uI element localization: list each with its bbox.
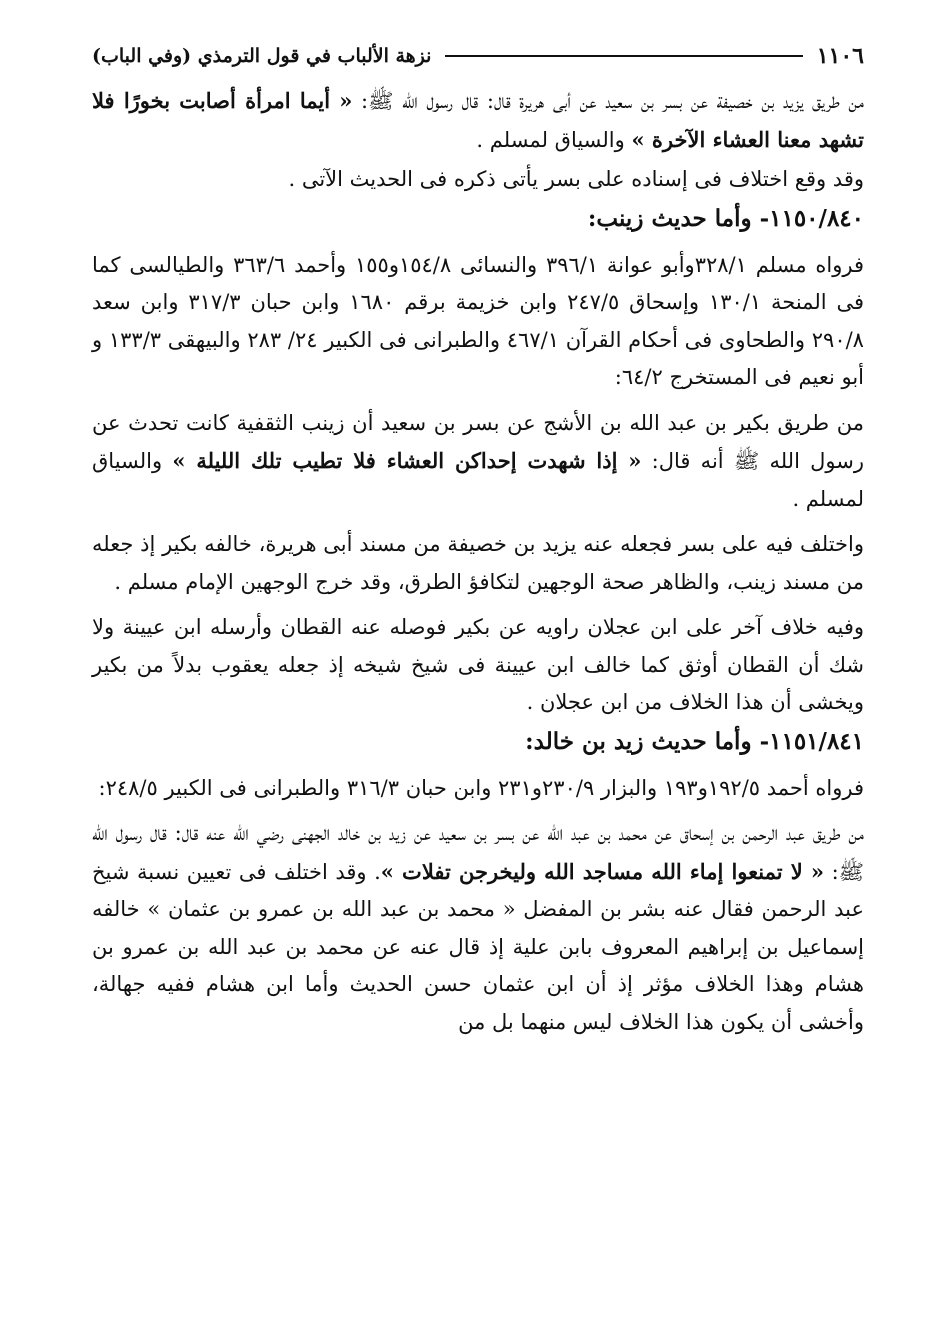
paragraph-4-tail: والسياق لمسلم .	[92, 449, 864, 511]
paragraph-8-tail: . وقد اختلف فى تعيين نسبة شيخ عبد الرحمن فقال عنه بشر بن المفضل « محمد بن عبد الله بن عمرو بن عثمان » خالفه إسماعيل بن إبراهيم المعروف بابن علية إذ قال عنه عن محمد بن عبد الله بن عمرو بن هشام وهذا الخلاف مؤثر إذ أن ابن عثمان حسن الحديث وأما ابن هشام ففيه جهالة، وأخشى أن يكون هذا الخلاف ليس منهما بل من	[92, 859, 864, 1034]
paragraph-8	[92, 815, 864, 1041]
paragraph-1-tail: والسياق لمسلم .	[476, 127, 632, 152]
paragraph-1	[92, 82, 864, 159]
paragraph-5: واختلف فيه على بسر فجعله عنه يزيد بن خصيفة من مسند أبى هريرة، خالفه بكير إذ جعله من مسند زينب، والظاهر صحة الوجهين لتكافؤ الطرق، وقد خرج الوجهين الإمام مسلم .	[92, 532, 864, 594]
paragraph-4	[92, 405, 864, 519]
paragraph-1-text: من طريق يزيد بن خصيفة عن بسر بن سعيد عن أبى هريرة قال: قال رسول الله ﷺ:	[361, 89, 864, 113]
paragraph-4-text: من طريق بكير بن عبد الله بن الأشج عن بسر بن سعيد أن زينب الثقفية كانت تحدث عن رسول الله ﷺ أنه قال:	[92, 410, 864, 473]
hadith-quote-3: « لا تمنعوا إماء الله مساجد الله وليخرجن تفلات »	[380, 858, 825, 884]
book-title: نزهة الألباب في قول الترمذي (وفي الباب)	[92, 45, 432, 67]
paragraph-7: فرواه أحمد ١٩٢/٥و١٩٣ والبزار ٢٣٠/٩و٢٣١ وابن حبان ٣١٦/٣ والطبرانى فى الكبير ٢٤٨/٥:	[98, 775, 864, 800]
page-header	[92, 38, 864, 74]
paragraph-2: وقد وقع اختلاف فى إسناده على بسر يأتى ذكره فى الحديث الآتى .	[288, 167, 864, 191]
hadith-heading-1: ١١٥٠/٨٤٠- وأما حديث زينب:	[587, 204, 864, 232]
paragraph-6: وفيه خلاف آخر على ابن عجلان راويه عن بكير فوصله عنه القطان وأرسله ابن عيينة ولا شك أن القطان أوثق كما خالف ابن عيينة فى شيخ شيخه إذ جعله يعقوب بدلاً من بكير ويخشى أن هذا الخلاف من ابن عجلان .	[92, 615, 865, 714]
book-page	[92, 38, 864, 1328]
page-number: ١١٠٦	[816, 43, 864, 69]
hadith-heading-2: ١١٥١/٨٤١- وأما حديث زيد بن خالد:	[525, 727, 864, 755]
hadith-quote-2: « إذا شهدت إحداكن العشاء فلا تطيب تلك الليلة »	[172, 448, 642, 473]
paragraph-3: فرواه مسلم ٣٢٨/١وأبو عوانة ٣٩٦/١ والنسائى ١٥٤/٨و١٥٥ وأحمد ٣٦٣/٦ والطيالسى كما فى المنحة ١٣٠/١ وإسحاق ٢٤٧/٥ وابن خزيمة برقم ١٦٨٠ وابن حبان ٣١٧/٣ وابن سعد ٢٩٠/٨ والطحاوى فى أحكام القرآن ٤٦٧/١ والطبرانى فى الكبير ٢٤/ ٢٨٣ والبيهقى ١٣٣/٣ و أبو نعيم فى المستخرج ٦٤/٢:	[92, 252, 865, 389]
header-rule	[445, 55, 802, 57]
hadith-quote-1: « أيما امرأة أصابت بخورًا فلا تشهد معنا العشاء الآخرة »	[92, 88, 864, 152]
paragraph-8-text: من طريق عبد الرحمن بن إسحاق عن محمد بن عبد الله عن بسر بن سعيد عن زيد بن خالد الجهنى رضي الله عنه قال: قال رسول الله ﷺ:	[92, 821, 865, 884]
